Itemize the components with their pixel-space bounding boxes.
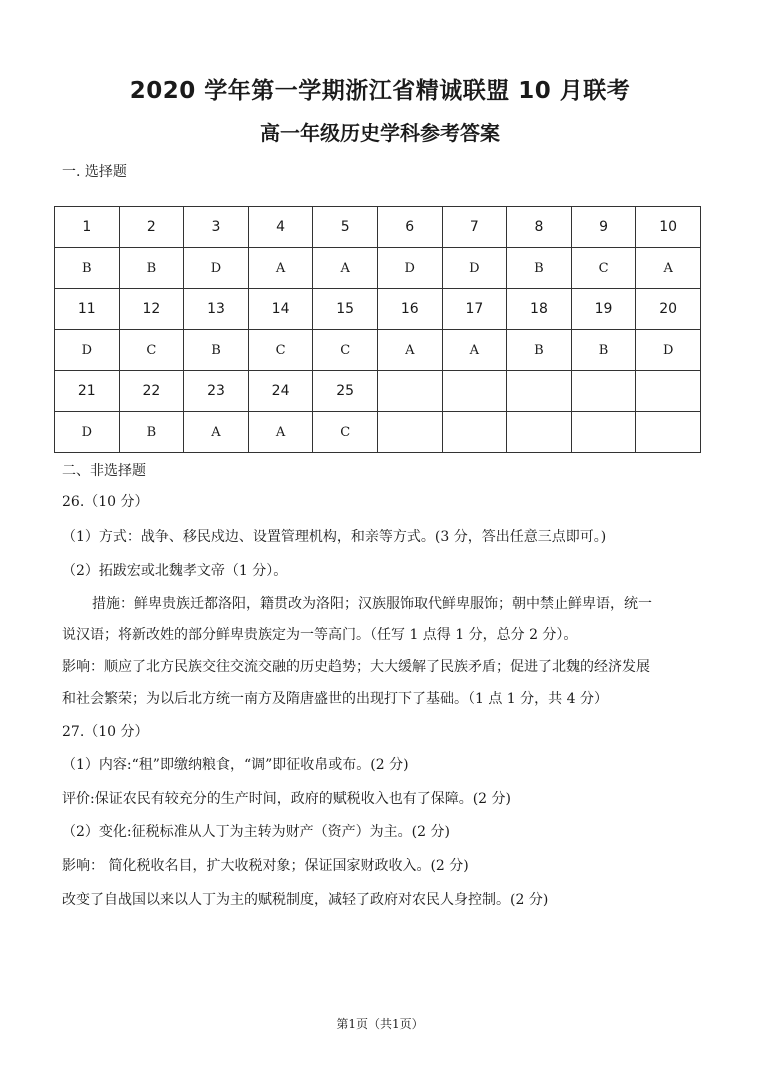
answer-row: [55, 330, 701, 371]
question-number-cell: [377, 371, 442, 412]
answer-cell: D: [184, 248, 249, 289]
question-27-impact-line1: 影响： 简化税收名目，扩大收税对象；保证国家财政收入。(2 分): [62, 858, 469, 874]
answer-cell: B: [119, 248, 184, 289]
question-26-impact-line1: 影响：顺应了北方民族交往交流交融的历史趋势；大大缓解了民族矛盾；促进了北魏的经济发展: [62, 659, 650, 675]
answer-cell: C: [119, 330, 184, 371]
question-number-cell: 24: [248, 371, 313, 412]
answer-cell: [442, 412, 507, 453]
question-number-cell: [571, 371, 636, 412]
answer-cell: A: [248, 412, 313, 453]
question-number-row: [55, 289, 701, 330]
question-number-cell: 9: [571, 207, 636, 248]
question-number-cell: 11: [55, 289, 120, 330]
question-number-cell: 7: [442, 207, 507, 248]
question-26-part2: （2）拓跋宏或北魏孝文帝（1 分）。: [62, 563, 288, 579]
question-number-cell: 3: [184, 207, 249, 248]
question-number-row: [55, 207, 701, 248]
question-27-header: 27.（10 分）: [62, 724, 149, 740]
section-multiple-choice-label: 一. 选择题: [62, 164, 127, 180]
answer-row: [55, 412, 701, 453]
question-number-cell: [636, 371, 701, 412]
question-number-cell: 20: [636, 289, 701, 330]
answer-cell: A: [442, 330, 507, 371]
answer-cell: [377, 412, 442, 453]
question-27-evaluation: 评价:保证农民有较充分的生产时间，政府的赋税收入也有了保障。(2 分): [62, 791, 511, 807]
question-number-cell: 18: [507, 289, 572, 330]
answer-cell: [636, 412, 701, 453]
question-number-row: [55, 371, 701, 412]
question-number-cell: [507, 371, 572, 412]
question-number-cell: 13: [184, 289, 249, 330]
answer-cell: D: [55, 412, 120, 453]
question-number-cell: 6: [377, 207, 442, 248]
answer-cell: C: [571, 248, 636, 289]
question-number-cell: 4: [248, 207, 313, 248]
question-26-impact-line2: 和社会繁荣；为以后北方统一南方及隋唐盛世的出现打下了基础。（1 点 1 分，共 4 分）: [62, 691, 608, 707]
answer-cell: B: [184, 330, 249, 371]
answer-cell: D: [377, 248, 442, 289]
question-number-cell: 21: [55, 371, 120, 412]
document-subtitle: 高一年级历史学科参考答案: [260, 121, 500, 145]
answer-row: [55, 248, 701, 289]
answer-cell: A: [377, 330, 442, 371]
question-26-measures-line2: 说汉语；将新改姓的部分鲜卑贵族定为一等高门。（任写 1 点得 1 分，总分 2 分）。: [62, 627, 578, 643]
question-number-cell: 22: [119, 371, 184, 412]
page-number: 第1页（共1页）: [336, 1017, 424, 1031]
question-number-cell: 17: [442, 289, 507, 330]
answer-cell: [507, 412, 572, 453]
question-number-cell: 8: [507, 207, 572, 248]
answer-cell: B: [55, 248, 120, 289]
answer-cell: A: [184, 412, 249, 453]
question-26-part1: （1）方式：战争、移民戍边、设置管理机构，和亲等方式。(3 分，答出任意三点即可。): [62, 529, 607, 545]
question-number-cell: [442, 371, 507, 412]
question-number-cell: 2: [119, 207, 184, 248]
question-27-impact-line2: 改变了自战国以来以人丁为主的赋税制度，减轻了政府对农民人身控制。(2 分): [62, 892, 549, 908]
question-27-part2: （2）变化:征税标准从人丁为主转为财产（资产）为主。(2 分): [62, 824, 450, 840]
question-number-cell: 19: [571, 289, 636, 330]
section-non-choice-label: 二、非选择题: [62, 463, 146, 479]
question-26-header: 26.（10 分）: [62, 494, 149, 510]
question-number-cell: 1: [55, 207, 120, 248]
question-number-cell: 23: [184, 371, 249, 412]
answer-cell: B: [571, 330, 636, 371]
answer-cell: A: [248, 248, 313, 289]
question-number-cell: 14: [248, 289, 313, 330]
answer-cell: D: [442, 248, 507, 289]
question-number-cell: 5: [313, 207, 378, 248]
question-number-cell: 15: [313, 289, 378, 330]
question-number-cell: 12: [119, 289, 184, 330]
answer-cell: C: [313, 412, 378, 453]
question-number-cell: 25: [313, 371, 378, 412]
answer-cell: C: [313, 330, 378, 371]
question-26-measures-line1: 措施：鲜卑贵族迁都洛阳，籍贯改为洛阳；汉族服饰取代鲜卑服饰；朝中禁止鲜卑语，统一: [92, 596, 652, 612]
document-title: 2020 学年第一学期浙江省精诚联盟 10 月联考: [129, 78, 631, 104]
question-number-cell: 10: [636, 207, 701, 248]
answer-cell: A: [636, 248, 701, 289]
answer-cell: A: [313, 248, 378, 289]
answer-cell: [571, 412, 636, 453]
question-27-part1: （1）内容:“租”即缴纳粮食，“调”即征收帛或布。(2 分): [62, 757, 409, 773]
answer-cell: D: [636, 330, 701, 371]
question-number-cell: 16: [377, 289, 442, 330]
answer-cell: B: [507, 248, 572, 289]
answer-cell: B: [119, 412, 184, 453]
answer-cell: B: [507, 330, 572, 371]
answer-cell: D: [55, 330, 120, 371]
answer-cell: C: [248, 330, 313, 371]
answer-table: [54, 206, 701, 453]
